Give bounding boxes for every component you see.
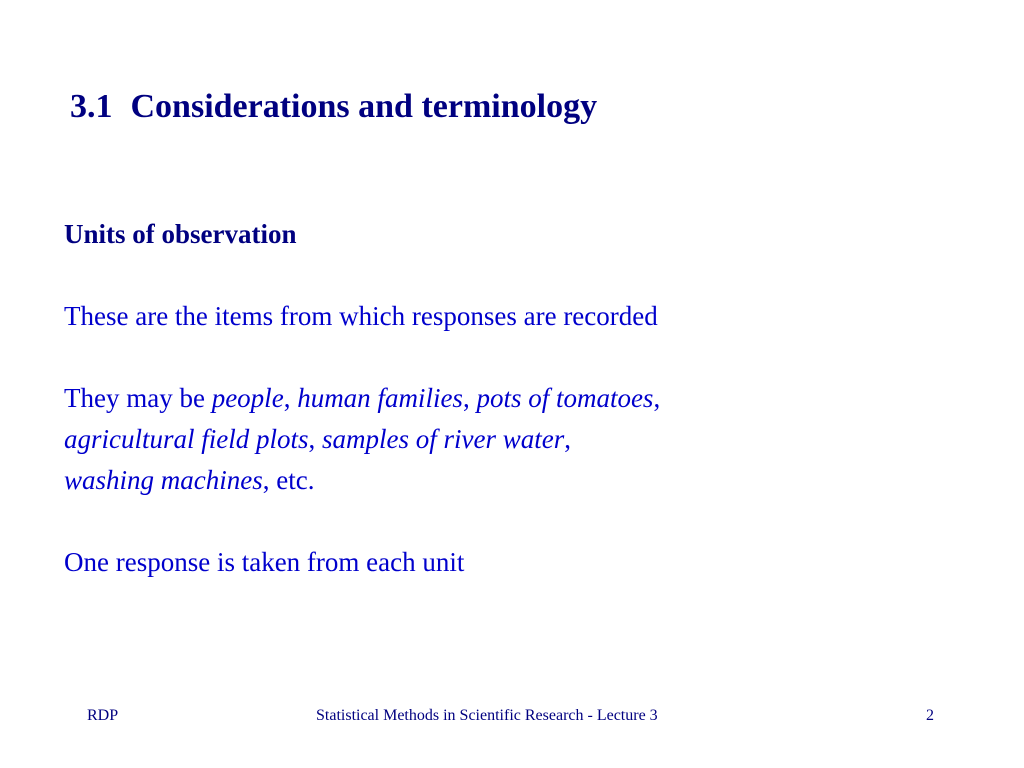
- separator: ,: [283, 383, 298, 413]
- spacer: [64, 501, 964, 542]
- examples-lead: They may be: [64, 383, 212, 413]
- slide-title: [70, 88, 597, 126]
- title-text: Considerations and terminology: [130, 88, 598, 125]
- example-item: pots of tomatoes: [476, 383, 654, 413]
- separator: ,: [564, 424, 572, 454]
- section-number: 3.1: [70, 88, 113, 125]
- separator: ,: [308, 424, 323, 454]
- example-item: samples of river water: [322, 424, 565, 454]
- example-item: washing machines: [64, 465, 263, 495]
- example-item: human families: [297, 383, 463, 413]
- separator: ,: [462, 383, 477, 413]
- footer-course-title: Statistical Methods in Scientific Research - Lecture 3: [316, 707, 658, 724]
- example-item: people: [211, 383, 284, 413]
- spacer: [64, 255, 964, 296]
- paragraph-examples: [64, 378, 964, 501]
- examples-tail: , etc.: [262, 465, 315, 495]
- subheading: Units of observation: [64, 219, 297, 249]
- example-item: agricultural field plots: [64, 424, 309, 454]
- separator: ,: [653, 383, 661, 413]
- spacer: [64, 337, 964, 378]
- page-number: 2: [926, 707, 934, 724]
- slide-body: [64, 214, 964, 583]
- footer-author: RDP: [87, 707, 119, 724]
- paragraph-response: One response is taken from each unit: [64, 547, 465, 577]
- paragraph-definition: These are the items from which responses are recorded: [64, 301, 658, 331]
